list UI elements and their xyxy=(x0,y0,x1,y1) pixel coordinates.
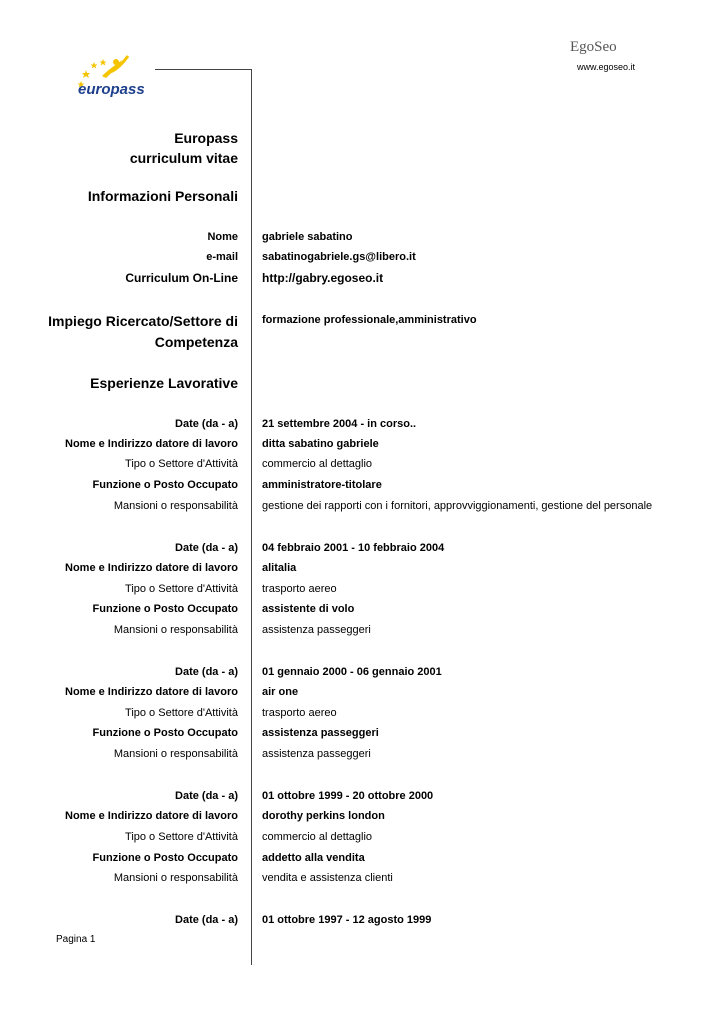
section-personal-heading: Informazioni Personali xyxy=(87,188,238,204)
job-duties: assistenza passeggeri xyxy=(262,748,371,760)
value-impiego: formazione professionale,amministrativo xyxy=(262,314,477,326)
job-employer-label: Nome e Indirizzo datore di lavoro xyxy=(65,810,238,822)
job-duties: assistenza passeggeri xyxy=(262,624,371,636)
label-email: e-mail xyxy=(206,251,238,263)
job-role: amministratore-titolare xyxy=(262,479,382,491)
page-number: Pagina 1 xyxy=(56,934,96,945)
job-employer: air one xyxy=(262,686,299,698)
egoseo-logo xyxy=(570,36,630,56)
job-role: assistente di volo xyxy=(262,603,355,615)
job-date-label: Date (da - a) xyxy=(175,418,238,430)
job-sector-label: Tipo o Settore d'Attività xyxy=(125,583,238,595)
job-role-label: Funzione o Posto Occupato xyxy=(92,852,238,864)
job-date-label: Date (da - a) xyxy=(175,914,238,926)
job-employer-label: Nome e Indirizzo datore di lavoro xyxy=(65,686,238,698)
title-line1: Europass xyxy=(174,130,238,146)
job-sector: trasporto aereo xyxy=(262,707,337,719)
value-email[interactable]: sabatinogabriele.gs@libero.it xyxy=(262,251,416,263)
job-employer-label: Nome e Indirizzo datore di lavoro xyxy=(65,562,238,574)
job-duties: vendita e assistenza clienti xyxy=(262,872,393,884)
job-role: assistenza passeggeri xyxy=(262,727,379,739)
job-sector-label: Tipo o Settore d'Attività xyxy=(125,458,238,470)
job-sector-label: Tipo o Settore d'Attività xyxy=(125,831,238,843)
label-curriculum-online: Curriculum On-Line xyxy=(125,271,238,285)
section-impiego-heading-line1: Impiego Ricercato/Settore di xyxy=(48,313,238,329)
job-sector: commercio al dettaglio xyxy=(262,458,373,470)
job-sector: trasporto aereo xyxy=(262,583,337,595)
job-role-label: Funzione o Posto Occupato xyxy=(92,479,238,491)
job-date: 01 gennaio 2000 - 06 gennaio 2001 xyxy=(262,666,442,678)
job-date-label: Date (da - a) xyxy=(175,666,238,678)
section-impiego-heading-line2: Competenza xyxy=(154,334,238,350)
job-date: 01 ottobre 1999 - 20 ottobre 2000 xyxy=(262,790,434,802)
job-duties-label: Mansioni o responsabilità xyxy=(113,500,238,512)
section-esperienze-heading: Esperienze Lavorative xyxy=(90,375,238,391)
europass-logo xyxy=(72,50,156,98)
job-employer: alitalia xyxy=(262,562,297,574)
job-sector: commercio al dettaglio xyxy=(262,831,373,843)
vertical-divider xyxy=(251,69,252,965)
job-role-label: Funzione o Posto Occupato xyxy=(92,727,238,739)
job-duties-label: Mansioni o responsabilità xyxy=(113,748,238,760)
value-nome: gabriele sabatino xyxy=(262,231,353,243)
title-line2: curriculum vitae xyxy=(129,150,238,166)
job-date-label: Date (da - a) xyxy=(175,790,238,802)
job-date: 01 ottobre 1997 - 12 agosto 1999 xyxy=(262,914,432,926)
top-divider xyxy=(155,69,252,70)
job-sector-label: Tipo o Settore d'Attività xyxy=(125,707,238,719)
job-role-label: Funzione o Posto Occupato xyxy=(92,603,238,615)
egoseo-brand: EgoSeo xyxy=(570,39,617,55)
job-date: 04 febbraio 2001 - 10 febbraio 2004 xyxy=(262,542,445,554)
job-employer: dorothy perkins london xyxy=(262,810,385,822)
egoseo-url[interactable]: www.egoseo.it xyxy=(576,62,635,72)
job-duties: gestione dei rapporti con i fornitori, approvviggionamenti, gestione del personale xyxy=(262,500,653,512)
job-date: 21 settembre 2004 - in corso.. xyxy=(262,418,417,430)
job-employer-label: Nome e Indirizzo datore di lavoro xyxy=(65,438,238,450)
logo-text: europass xyxy=(78,81,145,98)
job-role: addetto alla vendita xyxy=(262,852,365,864)
job-duties-label: Mansioni o responsabilità xyxy=(113,872,238,884)
label-nome: Nome xyxy=(207,231,238,243)
job-employer: ditta sabatino gabriele xyxy=(262,438,379,450)
value-curriculum-online[interactable]: http://gabry.egoseo.it xyxy=(262,271,384,285)
job-date-label: Date (da - a) xyxy=(175,542,238,554)
job-duties-label: Mansioni o responsabilità xyxy=(113,624,238,636)
